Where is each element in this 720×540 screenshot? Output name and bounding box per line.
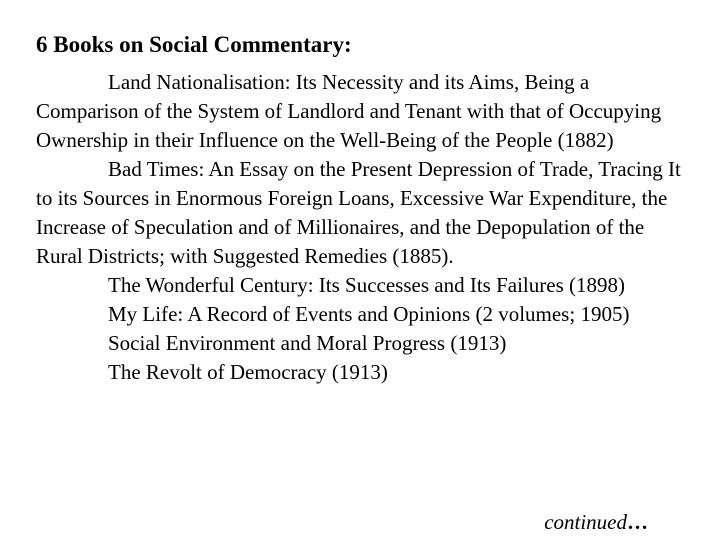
continued-label: continued — [544, 510, 627, 534]
book-item-social-environment: Social Environment and Moral Progress (1913) — [108, 331, 507, 355]
continued-ellipsis: … — [627, 510, 648, 534]
book-item-land-nationalisation: Land Nationalisation: Its Necessity and its Aims, Being a Comparison of the System of Landlord and Tenant with that of Occupying Ownership in their Influence on the Well-Being of the People (1882) — [36, 70, 662, 152]
book-item-bad-times: Bad Times: An Essay on the Present Depression of Trade, Tracing It to its Sources in Enormous Foreign Loans, Excessive War Expenditure, the Increase of Speculation and of Millionaires, and the Depopulation of the Rural Districts; with Suggested Remedies (1885). — [36, 157, 681, 268]
book-item-wonderful-century: The Wonderful Century: Its Successes and Its Failures (1898) — [108, 273, 625, 297]
book-item-my-life: My Life: A Record of Events and Opinions (2 volumes; 1905) — [108, 302, 630, 326]
book-list — [36, 68, 684, 387]
book-item-revolt-of-democracy: The Revolt of Democracy (1913) — [108, 360, 388, 384]
slide-title: 6 Books on Social Commentary: — [36, 32, 352, 57]
continued-note — [544, 508, 648, 537]
